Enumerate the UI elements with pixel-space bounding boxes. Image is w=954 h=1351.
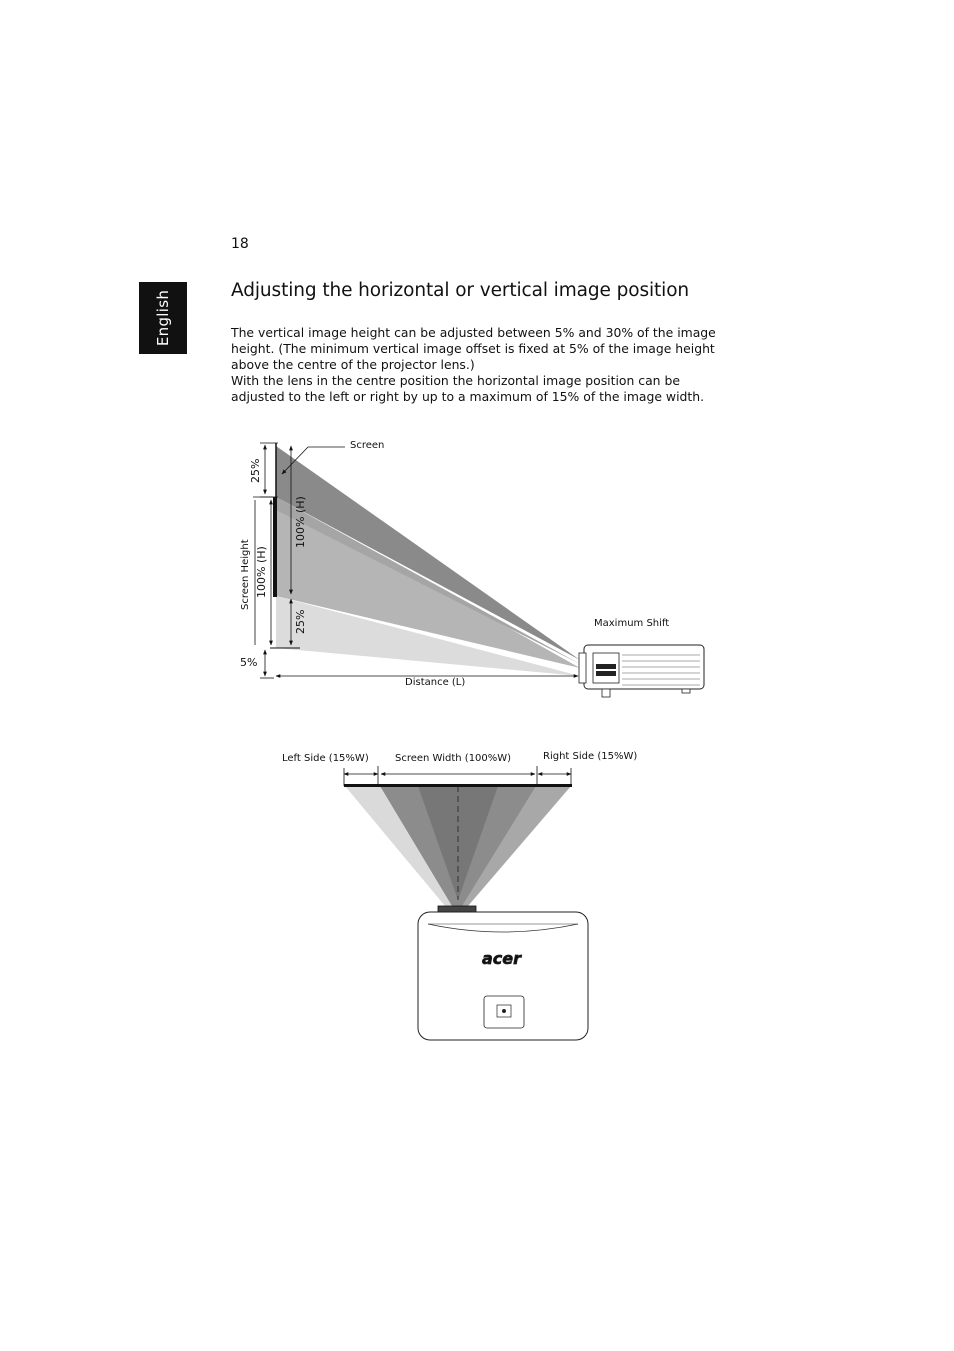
label-max-shift: Maximum Shift bbox=[594, 618, 670, 629]
screen-bar bbox=[273, 497, 277, 597]
label-25-top: 25% bbox=[249, 458, 262, 483]
page-number: 18 bbox=[231, 236, 249, 252]
language-side-tab-label: English bbox=[154, 289, 172, 347]
label-screen-width: Screen Width (100%W) bbox=[395, 753, 512, 764]
label-25-bottom: 25% bbox=[294, 609, 307, 634]
acer-logo: acer bbox=[482, 949, 522, 968]
label-distance: Distance (L) bbox=[405, 677, 466, 688]
page-title: Adjusting the horizontal or vertical image position bbox=[231, 280, 690, 301]
label-5: 5% bbox=[240, 656, 258, 669]
label-100h-right: 100% (H) bbox=[294, 496, 307, 548]
paragraph-vertical: The vertical image height can be adjusted between 5% and 30% of the image height. (The minimum vertical image offset is fixed at 5% of the image height above the centre of the projector lens.) bbox=[231, 325, 716, 372]
projector-top-icon bbox=[418, 906, 588, 1040]
label-screen-height: Screen Height bbox=[240, 539, 251, 610]
paragraph-horizontal: With the lens in the centre position the horizontal image position can be adjusted to the left or right by up to a maximum of 15% of the image width. bbox=[231, 373, 705, 404]
vertical-shift-diagram bbox=[240, 440, 704, 697]
projector-side-icon bbox=[579, 645, 704, 697]
label-right-side: Right Side (15%W) bbox=[543, 751, 638, 762]
label-100h-left: 100% (H) bbox=[255, 546, 268, 598]
label-left-side: Left Side (15%W) bbox=[282, 753, 369, 764]
horizontal-shift-diagram bbox=[282, 751, 637, 1040]
screen-label: Screen bbox=[350, 440, 385, 451]
